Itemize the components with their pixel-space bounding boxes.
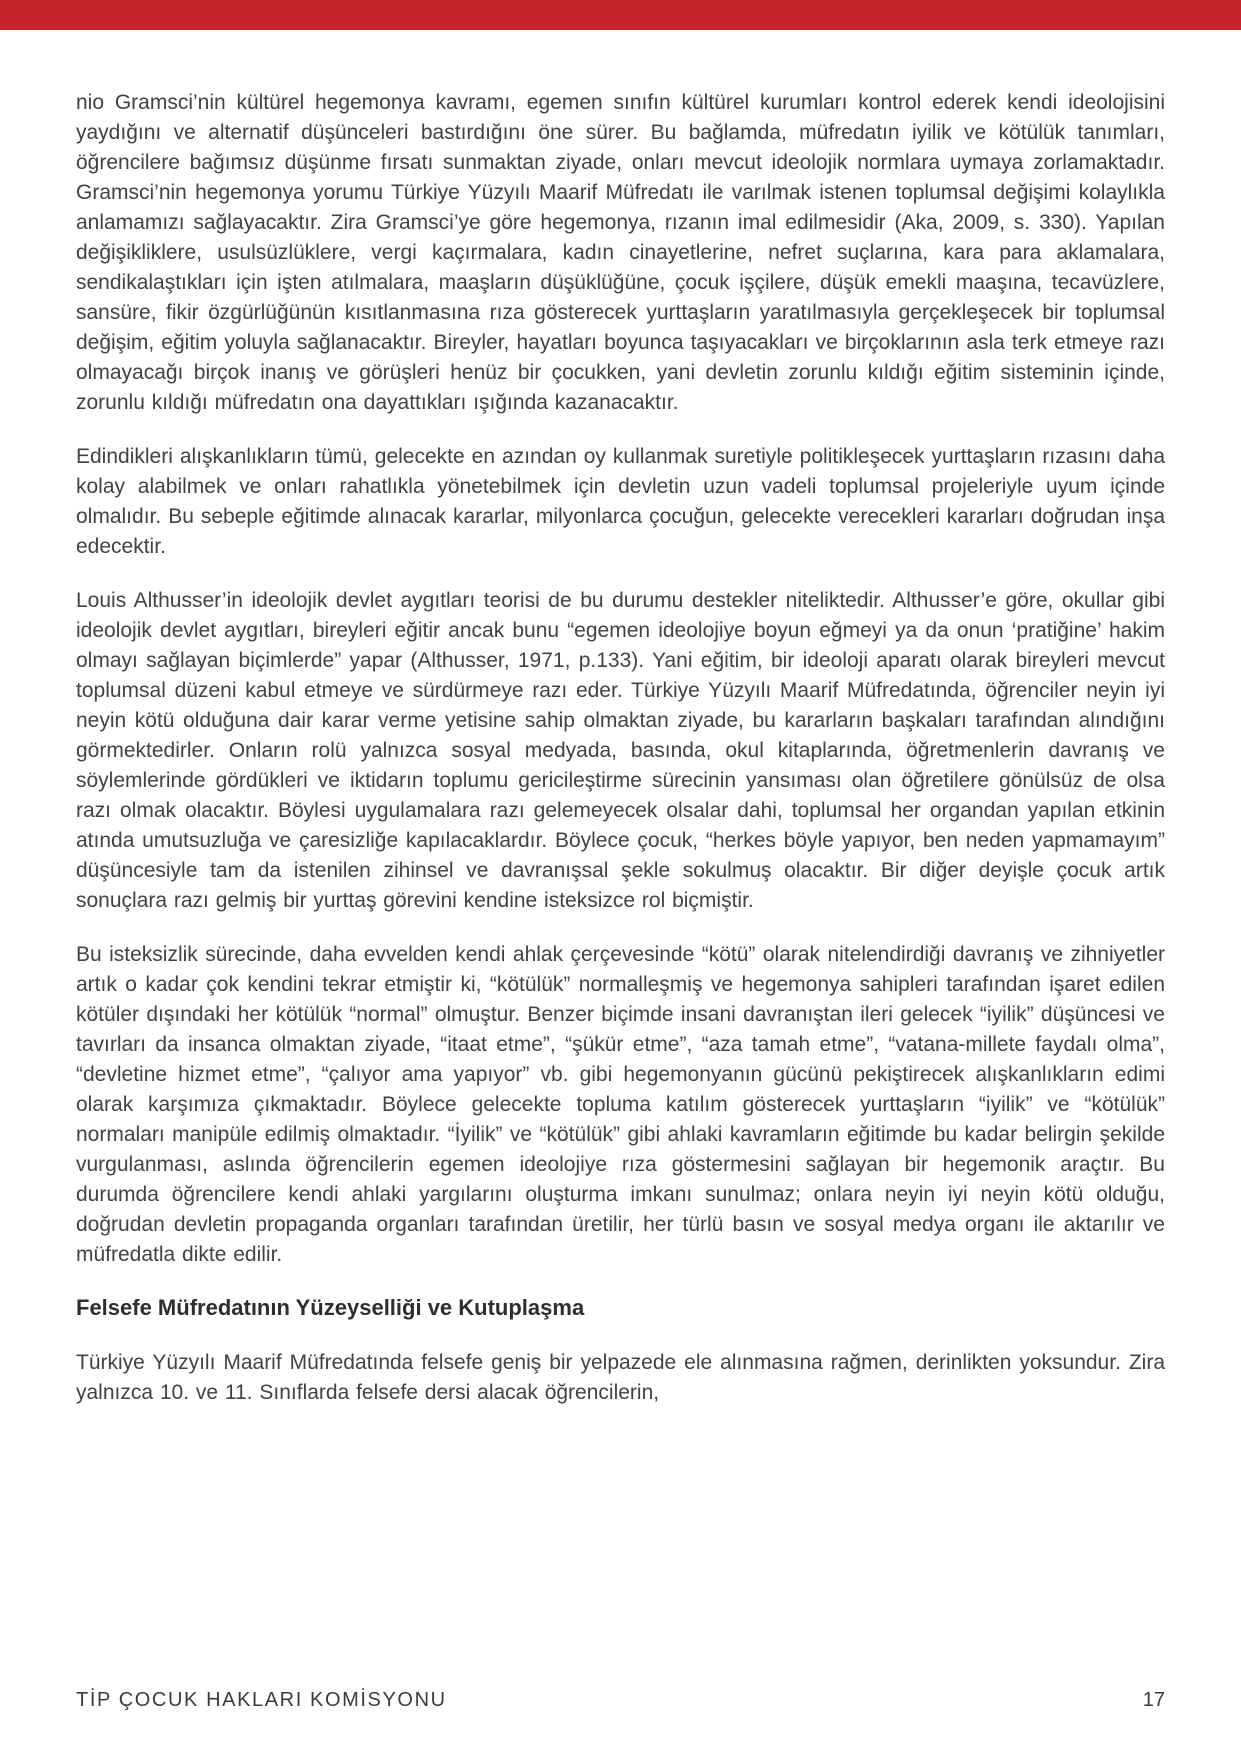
body-paragraph: nio Gramsci’nin kültürel hegemonya kavramı, egemen sınıfın kültürel kurumları kontrol ederek kendi ideolojisini yaydığını ve alternatif düşünceleri bastırdığını öne sürer. Bu bağlamda, müfredatın iyilik ve kötülük tanımları, öğrencilere bağımsız düşünme fırsatı sunmaktan ziyade, onları mevcut ideolojik normlara uymaya zorlamaktadır. Gramsci’nin hegemonya yorumu Türkiye Yüzyılı Maarif Müfredatı ile varılmak istenen toplumsal değişimi kolaylıkla anlamamızı sağlayacaktır. Zira Gramsci’ye göre hegemonya, rızanın imal edilmesidir (Aka, 2009, s. 330). Yapılan değişikliklere, usulsüzlüklere, vergi kaçırmalara, kadın cinayetlerine, nefret suçlarına, kara para aklamalara, sendikalaştıkları için işten atılmalara, maaşların düşüklüğüne, çocuk işçilere, düşük emekli maaşına, tecavüzlere, sansüre, fikir özgürlüğünün kısıtlanmasına rıza gösterecek yurttaşların yaratılmasıyla gerçekleşecek bir toplumsal değişim, eğitim yoluyla sağlanacaktır. Bireyler, hayatları boyunca taşıyacakları ve birçoklarının asla terk etmeye razı olmayacağı birçok inanış ve görüşleri henüz bir çocukken, yani devletin zorunlu kıldığı eğitim sisteminin içinde, zorunlu kıldığı müfredatın ona dayattıkları ışığında kazanacaktır. [76, 91, 1165, 414]
footer-page-number: 17 [1142, 1689, 1165, 1711]
section-heading: Felsefe Müfredatının Yüzeyselliği ve Kutuplaşma [76, 1295, 585, 1320]
page-footer [76, 1689, 1165, 1712]
header-bar [0, 0, 1241, 30]
footer-organization: TİP ÇOCUK HAKLARI KOMİSYONU [76, 1689, 447, 1711]
body-paragraph: Bu isteksizlik sürecinde, daha evvelden kendi ahlak çerçevesinde “kötü” olarak nitelendirdiği davranış ve zihniyetler artık o kadar çok kendini tekrar etmiştir ki, “kötülük” normalleşmiş ve hegemonya sahipleri tarafından işaret edilen kötüler dışındaki her kötülük “normal” olmuştur. Benzer biçimde insani davranıştan ileri gelecek “iyilik” düşüncesi ve tavırları da insanca olmaktan ziyade, “itaat etme”, “şükür etme”, “aza tamah etme”, “vatana-millete faydalı olma”, “devletine hizmet etme”, “çalıyor ama yapıyor” vb. gibi hegemonyanın gücünü pekiştirecek alışkanlıkların edimi olarak karşımıza çıkmaktadır. Böylece gelecekte topluma katılım gösterecek yurttaşların “iyilik” ve “kötülük” normaları manipüle edilmiş olmaktadır. “İyilik” ve “kötülük” gibi ahlaki kavramların eğitimde bu kadar belirgin şekilde vurgulanması, aslında öğrencilerin egemen ideolojiye rıza göstermesini sağlayan bir hegemonik araçtır. Bu durumda öğrencilere kendi ahlaki yargılarını oluşturma imkanı sunulmaz; onlara neyin iyi neyin kötü olduğu, doğrudan devletin propaganda organları tarafından üretilir, her türlü basın ve sosyal medya organı ile aktarılır ve müfredatla dikte edilir. [76, 943, 1165, 1266]
body-paragraph: Türkiye Yüzyılı Maarif Müfredatında felsefe geniş bir yelpazede ele alınmasına rağmen, derinlikten yoksundur. Zira yalnızca 10. ve 11. Sınıflarda felsefe dersi alacak öğrencilerin, [76, 1351, 1165, 1404]
body-paragraph: Louis Althusser’in ideolojik devlet aygıtları teorisi de bu durumu destekler niteliktedir. Althusser’e göre, okullar gibi ideolojik devlet aygıtları, bireyleri eğitir ancak bunu “egemen ideolojiye boyun eğmeyi ya da onun ‘pratiğine’ hakim olmayı sağlayan biçimlerde” yapar (Althusser, 1971, p.133). Yani eğitim, bir ideoloji aparatı olarak bireyleri mevcut toplumsal düzeni kabul etmeye ve sürdürmeye razı eder. Türkiye Yüzyılı Maarif Müfredatında, öğrenciler neyin iyi neyin kötü olduğuna dair karar verme yetisine sahip olmaktan ziyade, bu kararların başkaları tarafından alındığını görmektedirler. Onların rolü yalnızca sosyal medyada, basında, okul kitaplarında, öğretmenlerin davranış ve söylemlerinde gördükleri ve iktidarın toplumu gericileştirme sürecinin yansıması olan öğretilere gönülsüz de olsa razı olmak olacaktır. Böylesi uygulamalara razı gelemeyecek olsalar dahi, toplumsal her organdan yapılan etkinin atında umutsuzluğa ve çaresizliğe kapılacaklardır. Böylece çocuk, “herkes böyle yapıyor, ben neden yapmamayım” düşüncesiyle tam da istenilen zihinsel ve davranışsal şekle sokulmuş olacaktır. Bir diğer deyişle çocuk artık sonuçlara razı gelmiş bir yurttaş görevini kendine isteksizce rol biçmiştir. [76, 589, 1165, 912]
page-body [76, 88, 1165, 1432]
body-paragraph: Edindikleri alışkanlıkların tümü, gelecekte en azından oy kullanmak suretiyle politikleşecek yurttaşların rızasını daha kolay alabilmek ve onları rahatlıkla yönetebilmek için devletin uzun vadeli toplumsal projeleriyle uyum içinde olmalıdır. Bu sebeple eğitimde alınacak kararlar, milyonlarca çocuğun, gelecekte verecekleri kararları doğrudan inşa edecektir. [76, 445, 1165, 558]
